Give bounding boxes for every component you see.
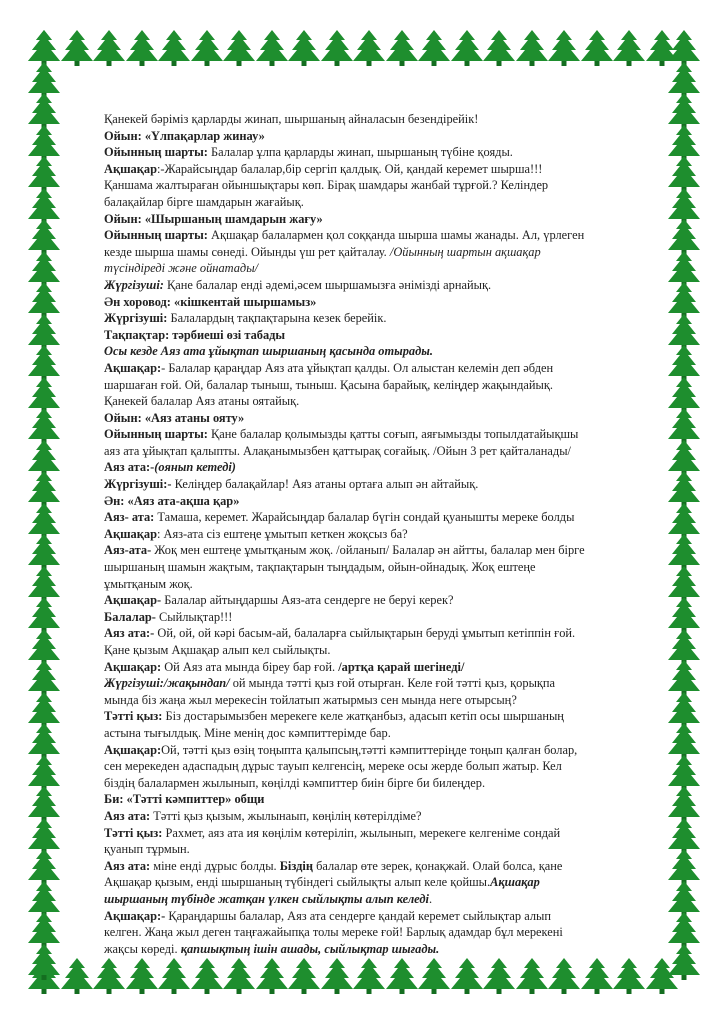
text-line: [104, 576, 634, 593]
christmas-tree-icon: [581, 30, 613, 66]
text-line: [104, 443, 634, 460]
text-segment: Тамаша, керемет. Жарайсыңдар балалар бүгін сондай қуанышты мереке болды: [157, 510, 575, 525]
text-segment: Қанекей балалар Аяз атаны оятайық.: [104, 394, 300, 409]
christmas-tree-icon: [61, 958, 93, 994]
text-line: [104, 161, 634, 178]
text-segment: Біздің: [279, 858, 313, 873]
text-line: [104, 858, 634, 875]
christmas-tree-icon: [28, 723, 60, 759]
text-segment: Ақшақар:: [104, 360, 162, 375]
christmas-tree-icon: [28, 188, 60, 224]
text-segment: Ақшақар:: [104, 659, 165, 674]
christmas-tree-icon: [668, 377, 700, 413]
text-segment: шаршаған ғой. Ой, балалар тыныш, тыныш. Қасына барайық, келіңдер жақындайық.: [104, 377, 553, 392]
christmas-tree-icon: [668, 345, 700, 381]
text-line: [104, 609, 634, 626]
text-line: [104, 659, 634, 676]
christmas-tree-icon: [668, 188, 700, 224]
text-segment: ұмытқаным жоқ.: [104, 576, 193, 591]
christmas-tree-icon: [61, 30, 93, 66]
text-line: [104, 526, 634, 543]
text-line: [104, 758, 634, 775]
text-segment: түсіндіреді және ойнатады/: [104, 261, 259, 276]
text-line: [104, 144, 634, 161]
text-line: [104, 825, 634, 842]
text-line: [104, 941, 634, 958]
christmas-tree-icon: [28, 692, 60, 728]
text-segment: келген. Жаңа жыл деген таңғажайыпқа толы мереке ғой! Барлық адамдар бұл мерекені: [104, 925, 563, 940]
text-segment: Тақпақтар: тәрбиеші өзі табады: [104, 327, 286, 342]
christmas-tree-icon: [668, 219, 700, 255]
christmas-tree-icon: [668, 30, 700, 66]
christmas-tree-icon: [668, 723, 700, 759]
christmas-tree-icon: [668, 692, 700, 728]
text-segment: Ақшақар-: [104, 593, 165, 608]
christmas-tree-icon: [158, 30, 190, 66]
text-segment: Балалар-: [104, 609, 160, 624]
text-segment: Қане балалар қолымызды қатты соғып, аяғымызды топылдатайықшы: [211, 427, 579, 442]
text-segment: : Аяз-ата сіз ештеңе ұмытып кеткен жоқсыз ба?: [156, 526, 408, 541]
text-segment: Ойын: «Шыршаның шамдарын жағу»: [104, 211, 323, 226]
text-segment: Ойынның шарты:: [104, 228, 212, 243]
text-line: [104, 111, 634, 128]
text-segment: Ақшақар: [104, 526, 157, 541]
text-line: [104, 294, 634, 311]
christmas-tree-icon: [93, 30, 125, 66]
text-segment: .: [428, 891, 433, 906]
text-segment: балақайлар бірге шамдарын жағайық.: [104, 194, 304, 209]
text-segment: Келіңдер балақайлар! Аяз атаны ортаға алып ән айтайық.: [174, 477, 479, 492]
text-line: [104, 310, 634, 327]
text-line: [104, 775, 634, 792]
text-segment: Осы кезде Аяз ата ұйықтап шыршаның қасында отырады.: [104, 344, 433, 359]
text-line: [104, 393, 634, 410]
text-line: [104, 277, 634, 294]
text-line: [104, 410, 634, 427]
text-line: [104, 625, 634, 642]
christmas-tree-icon: [28, 408, 60, 444]
text-line: [104, 459, 634, 476]
christmas-tree-icon: [668, 93, 700, 129]
christmas-tree-icon: [28, 314, 60, 350]
christmas-tree-icon: [28, 818, 60, 854]
text-line: [104, 841, 634, 858]
text-segment: міне енді дұрыс болды.: [153, 858, 280, 873]
text-segment: Тәтті қыз қызым, жылынаып, көңілің көтерілдіме?: [153, 808, 422, 823]
christmas-tree-icon: [28, 93, 60, 129]
text-segment: Қане балалар енді әдемі,әсем шыршамызға әнімізді арнайық.: [167, 277, 492, 292]
text-segment: Жүргізуші:-: [104, 477, 175, 492]
christmas-tree-icon: [28, 881, 60, 917]
text-line: [104, 128, 634, 145]
christmas-tree-icon: [668, 408, 700, 444]
text-segment: Ақшақар:-: [104, 908, 169, 923]
christmas-tree-icon: [668, 629, 700, 665]
christmas-tree-icon: [28, 440, 60, 476]
text-segment: мында біз жаңа жыл мерекесін тойлатып жатырмыз сен мында неге отырсың?: [104, 692, 517, 707]
text-line: [104, 559, 634, 576]
christmas-tree-icon: [668, 660, 700, 696]
christmas-tree-icon: [28, 566, 60, 602]
text-segment: Аяз- ата:: [104, 510, 158, 525]
text-line: [104, 742, 634, 759]
text-line: [104, 642, 634, 659]
text-line: [104, 509, 634, 526]
text-line: [104, 426, 634, 443]
text-segment: Қане қызым Ақшақар алып кел сыйлықты.: [104, 643, 331, 657]
text-segment: Ой Аяз ата мында біреу бар ғой.: [164, 659, 339, 674]
text-segment: Аяз ата:: [104, 858, 154, 873]
text-line: [104, 675, 634, 692]
document-body: [104, 111, 634, 971]
christmas-tree-icon: [28, 503, 60, 539]
christmas-tree-icon: [288, 30, 320, 66]
text-segment: шыршаның түбінде жатқан үлкен сыйлықты алып келеді: [104, 891, 429, 906]
christmas-tree-icon: [668, 534, 700, 570]
text-segment: Сыйлықтар!!!: [159, 609, 233, 624]
text-line: [104, 493, 634, 510]
text-segment: Ойынның шарты:: [104, 427, 212, 442]
text-segment: Ақшақар: [490, 875, 540, 890]
christmas-tree-icon: [451, 30, 483, 66]
christmas-tree-icon: [668, 818, 700, 854]
christmas-tree-icon: [28, 377, 60, 413]
christmas-tree-icon: [668, 125, 700, 161]
text-segment: /Ойынның шартын ақшақар: [389, 244, 541, 259]
text-segment: Ой, тәтті қыз өзің тоңыпта қалыпсың,тәтті кәмпиттеріңде тоңып қалған болар,: [161, 742, 578, 757]
text-segment: Аяз ата:-: [104, 626, 158, 641]
christmas-tree-icon: [418, 30, 450, 66]
christmas-tree-icon: [28, 534, 60, 570]
text-segment: Ән хоровод: «кішкентай шыршамыз»: [104, 294, 317, 309]
text-line: [104, 227, 634, 244]
text-segment: Тәтті қыз:: [104, 825, 166, 840]
christmas-tree-icon: [28, 755, 60, 791]
text-segment: балалар өте зерек, қонақжай. Олай болса, қане: [312, 858, 563, 873]
text-segment: аяз ата ұйықтап қалыпты. Алақанымызбен қаттырақ соғайық. /Ойын 3 рет қайталанады/: [104, 443, 571, 458]
text-line: [104, 725, 634, 742]
text-segment: Қанекей бәріміз қарларды жинап, шыршаның айналасын безендірейік!: [104, 112, 479, 126]
text-segment: Ойынның шарты:: [104, 145, 212, 160]
text-line: [104, 260, 634, 277]
text-segment: Жоқ мен ештеңе ұмытқаным жоқ. /ойланып/ Балалар ән айтты, балалар мен бірге: [154, 543, 585, 558]
christmas-tree-icon: [191, 30, 223, 66]
text-segment: біздің балалармен жылынып, көңілді кәмпиттер биін бірге би билеңдер.: [104, 775, 486, 790]
text-segment: - Балалар қараңдар Аяз ата ұйықтап қалды. Ол алыстан келемін деп әбден: [161, 360, 554, 375]
christmas-tree-icon: [483, 30, 515, 66]
text-line: [104, 244, 634, 261]
text-line: [104, 874, 634, 891]
christmas-tree-icon: [668, 881, 700, 917]
text-line: [104, 708, 634, 725]
text-line: [104, 542, 634, 559]
text-segment: Ақшақар балалармен қол соққанда шырша шамы жанады. Ал, үрлеген: [211, 228, 585, 243]
text-segment: Тәтті қыз:: [104, 709, 166, 724]
christmas-tree-icon: [28, 786, 60, 822]
text-segment: Жүргізуші:: [104, 311, 171, 326]
christmas-tree-icon: [28, 30, 60, 66]
text-segment: Аяз ата:-: [104, 460, 155, 475]
christmas-tree-icon: [668, 440, 700, 476]
christmas-tree-icon: [668, 912, 700, 948]
text-segment: Балалар айтыңдаршы Аяз-ата сендерге не беруі керек?: [164, 593, 454, 608]
christmas-tree-icon: [668, 755, 700, 791]
text-segment: Аяз ата:: [104, 808, 154, 823]
christmas-tree-icon: [321, 30, 353, 66]
christmas-tree-icon: [28, 219, 60, 255]
christmas-tree-icon: [668, 566, 700, 602]
christmas-tree-icon: [28, 282, 60, 318]
text-line: [104, 924, 634, 941]
christmas-tree-icon: [668, 503, 700, 539]
christmas-tree-icon: [668, 314, 700, 350]
christmas-tree-icon: [28, 912, 60, 948]
text-segment: шыршаның шамын жақтым, тақпақтарын тыңдадым, ойын-ойнадық. Жоқ ештеңе: [104, 560, 536, 575]
christmas-tree-icon: [668, 597, 700, 633]
text-line: [104, 377, 634, 394]
christmas-tree-icon: [668, 849, 700, 885]
christmas-tree-icon: [126, 30, 158, 66]
text-segment: Қараңдаршы балалар, Аяз ата сендерге қандай керемет сыйлықтар алып: [168, 908, 551, 923]
text-line: [104, 891, 634, 908]
christmas-tree-icon: [256, 30, 288, 66]
text-segment: Ойын: «Аяз атаны ояту»: [104, 410, 245, 425]
christmas-tree-icon: [668, 944, 700, 980]
text-line: [104, 808, 634, 825]
christmas-tree-icon: [28, 251, 60, 287]
text-line: [104, 592, 634, 609]
christmas-tree-icon: [223, 30, 255, 66]
text-segment: Балалардың тақпақтарына кезек берейік.: [170, 311, 387, 326]
text-segment: Біз достарымызбен мерекеге келе жатқанбыз, адасып кетіп осы шыршаның: [165, 709, 564, 724]
text-line: [104, 343, 634, 360]
text-line: [104, 211, 634, 228]
text-segment: Қаншама жалтыраған ойыншықтары көп. Бірақ шамдары жанбай тұрғой.? Келіндер: [104, 178, 549, 193]
text-segment: астына тығылдық. Міне менің дос кәмпиттерімде бар.: [104, 725, 391, 740]
christmas-tree-icon: [668, 282, 700, 318]
christmas-tree-icon: [668, 251, 700, 287]
christmas-tree-icon: [28, 660, 60, 696]
text-segment: қапшықтың ішін ашады, сыйлықтар шығады.: [180, 941, 440, 956]
text-segment: /артқа қарай шегінеді/: [338, 659, 465, 674]
christmas-tree-icon: [28, 597, 60, 633]
text-segment: Ойын: «Үлпақарлар жинау»: [104, 128, 265, 143]
text-segment: Балалар ұлпа қарларды жинап, шыршаның түбіне қояды.: [211, 145, 513, 160]
text-segment: Ақшақар: [104, 161, 157, 176]
text-segment: Ой, ой, ой кәрі басым-ай, балаларға сыйлықтарын беруді ұмытып кетіппін ғой.: [157, 626, 576, 641]
text-segment: (оянып кетеді): [154, 460, 236, 475]
text-line: [104, 327, 634, 344]
christmas-tree-icon: [516, 30, 548, 66]
text-segment: жақсы көреді.: [104, 941, 181, 956]
text-segment: ой мында тәтті қыз ғой отырған. Келе ғой тәтті қыз, қорықпа: [232, 676, 556, 691]
text-line: [104, 791, 634, 808]
christmas-tree-icon: [386, 30, 418, 66]
christmas-tree-icon: [28, 849, 60, 885]
christmas-tree-icon: [353, 30, 385, 66]
text-line: [104, 194, 634, 211]
christmas-tree-icon: [28, 125, 60, 161]
text-line: [104, 692, 634, 709]
text-segment: Ақшақар қызым, енді шыршаның түбіндегі сыйлықты алып келе қойшы.: [104, 875, 491, 890]
christmas-tree-icon: [28, 156, 60, 192]
christmas-tree-icon: [668, 786, 700, 822]
text-segment: кезде шырша шамы сөнеді. Ойынды үш рет қайталау.: [104, 244, 390, 259]
text-line: [104, 177, 634, 194]
text-segment: Жүргізуші:/жақындап/: [104, 676, 233, 691]
christmas-tree-icon: [613, 30, 645, 66]
text-segment: Ақшақар:: [104, 742, 162, 757]
christmas-tree-icon: [668, 62, 700, 98]
christmas-tree-icon: [668, 471, 700, 507]
text-segment: Би: «Тәтті кәмпиттер» общи: [104, 792, 265, 807]
text-segment: Аяз-ата-: [104, 543, 155, 558]
text-segment: қуанып тұрмын.: [104, 842, 190, 857]
christmas-tree-icon: [28, 629, 60, 665]
text-line: [104, 360, 634, 377]
christmas-tree-icon: [28, 944, 60, 980]
text-segment: Ән: «Аяз ата-ақша қар»: [104, 493, 240, 508]
christmas-tree-icon: [668, 156, 700, 192]
text-segment: Рахмет, аяз ата ия көңілім көтеріліп, жылынып, мерекеге келгеніме сондай: [165, 825, 561, 840]
text-segment: Жүргізуші:: [104, 277, 168, 292]
text-segment: сен мерекеден адаспадың дұрыс тауып келгенсің, мереке осы жерде болып жатыр. Кел: [104, 759, 562, 774]
christmas-tree-icon: [548, 30, 580, 66]
christmas-tree-icon: [28, 471, 60, 507]
christmas-tree-icon: [28, 62, 60, 98]
text-line: [104, 908, 634, 925]
text-line: [104, 476, 634, 493]
christmas-tree-icon: [28, 345, 60, 381]
text-segment: :-Жарайсыңдар балалар,бір сергіп қалдық. Ой, қандай керемет шырша!!!: [156, 161, 543, 176]
